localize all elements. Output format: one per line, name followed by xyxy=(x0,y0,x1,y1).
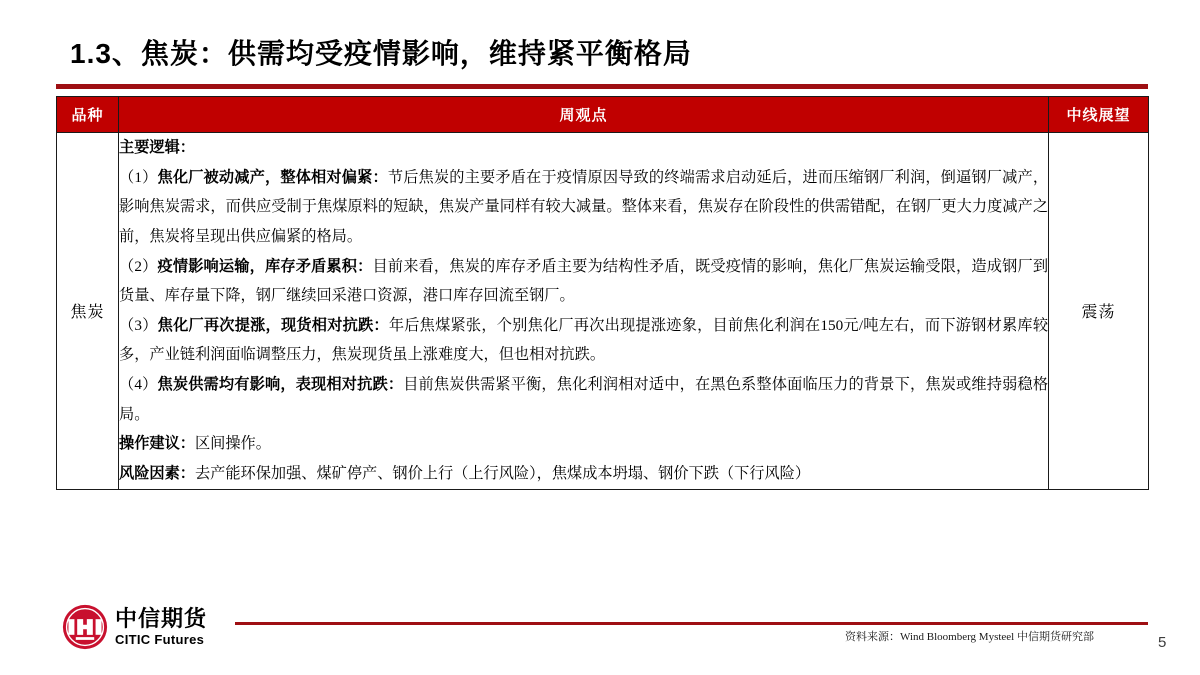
cell-midterm-outlook: 震荡 xyxy=(1049,133,1149,490)
page-title: 1.3、焦炭：供需均受疫情影响，维持紧平衡格局 xyxy=(70,38,692,69)
header-weekly-view: 周观点 xyxy=(119,97,1049,133)
logic-point-3: （3）焦化厂再次提涨，现货相对抗跌：年后焦煤紧张，个别焦化厂再次出现提涨迹象，目前焦化利润在150元/吨左右，而下游钢材累库较多，产业链利润面临调整压力，焦炭现货虽上涨难度大，但也相对抗跌。 xyxy=(119,316,1049,364)
page-number: 5 xyxy=(1158,634,1167,651)
cell-variety: 焦炭 xyxy=(57,133,119,490)
operation-advice: 操作建议：区间操作。 xyxy=(119,435,271,453)
main-logic-label: 主要逻辑： xyxy=(119,139,195,156)
header-variety: 品种 xyxy=(57,97,119,133)
logo-wordmark xyxy=(115,608,207,646)
logic-point-4: （4）焦炭供需均有影响，表现相对抗跌：目前焦炭供需紧平衡，焦化利润相对适中，在黑色系整体面临压力的背景下，焦炭或维持弱稳格局。 xyxy=(119,376,1049,423)
logic-point-2: （2）疫情影响运输，库存矛盾累积：目前来看，焦炭的库存矛盾主要为结构性矛盾，既受疫情的影响，焦化厂焦炭运输受限，造成钢厂到货量、库存量下降，钢厂继续回采港口资源，港口库存回流至钢厂。 xyxy=(119,257,1049,305)
citic-futures-logo xyxy=(62,604,207,650)
cell-weekly-view xyxy=(119,133,1049,490)
risk-factors: 风险因素：去产能环保加强、煤矿停产、钢价上行（上行风险），焦煤成本坍塌、钢价下跌（下行风险） xyxy=(119,465,811,483)
table-header-row xyxy=(57,97,1149,133)
footer-divider xyxy=(235,622,1148,625)
logo-chinese-name: 中信期货 xyxy=(115,606,208,631)
weekly-view-table-container xyxy=(56,96,1148,490)
logo-english-name: CITIC Futures xyxy=(115,632,205,647)
title-divider xyxy=(56,84,1148,89)
weekly-view-table xyxy=(56,96,1149,490)
header-midterm-outlook: 中线展望 xyxy=(1049,97,1149,133)
citic-logo-icon xyxy=(62,604,108,650)
source-note: 资料来源：Wind Bloomberg Mysteel 中信期货研究部 xyxy=(845,631,1094,643)
table-row xyxy=(57,133,1149,490)
logic-point-1: （1）焦化厂被动减产，整体相对偏紧：节后焦炭的主要矛盾在于疫情原因导致的终端需求启动延后，进而压缩钢厂利润，倒逼钢厂减产，影响焦炭需求，而供应受制于焦煤原料的短缺，焦炭产量同样有较大减量。整体来看，焦炭存在阶段性的供需错配，在钢厂更大力度减产之前，焦炭将呈现出供应偏紧的格局。 xyxy=(119,168,1049,245)
